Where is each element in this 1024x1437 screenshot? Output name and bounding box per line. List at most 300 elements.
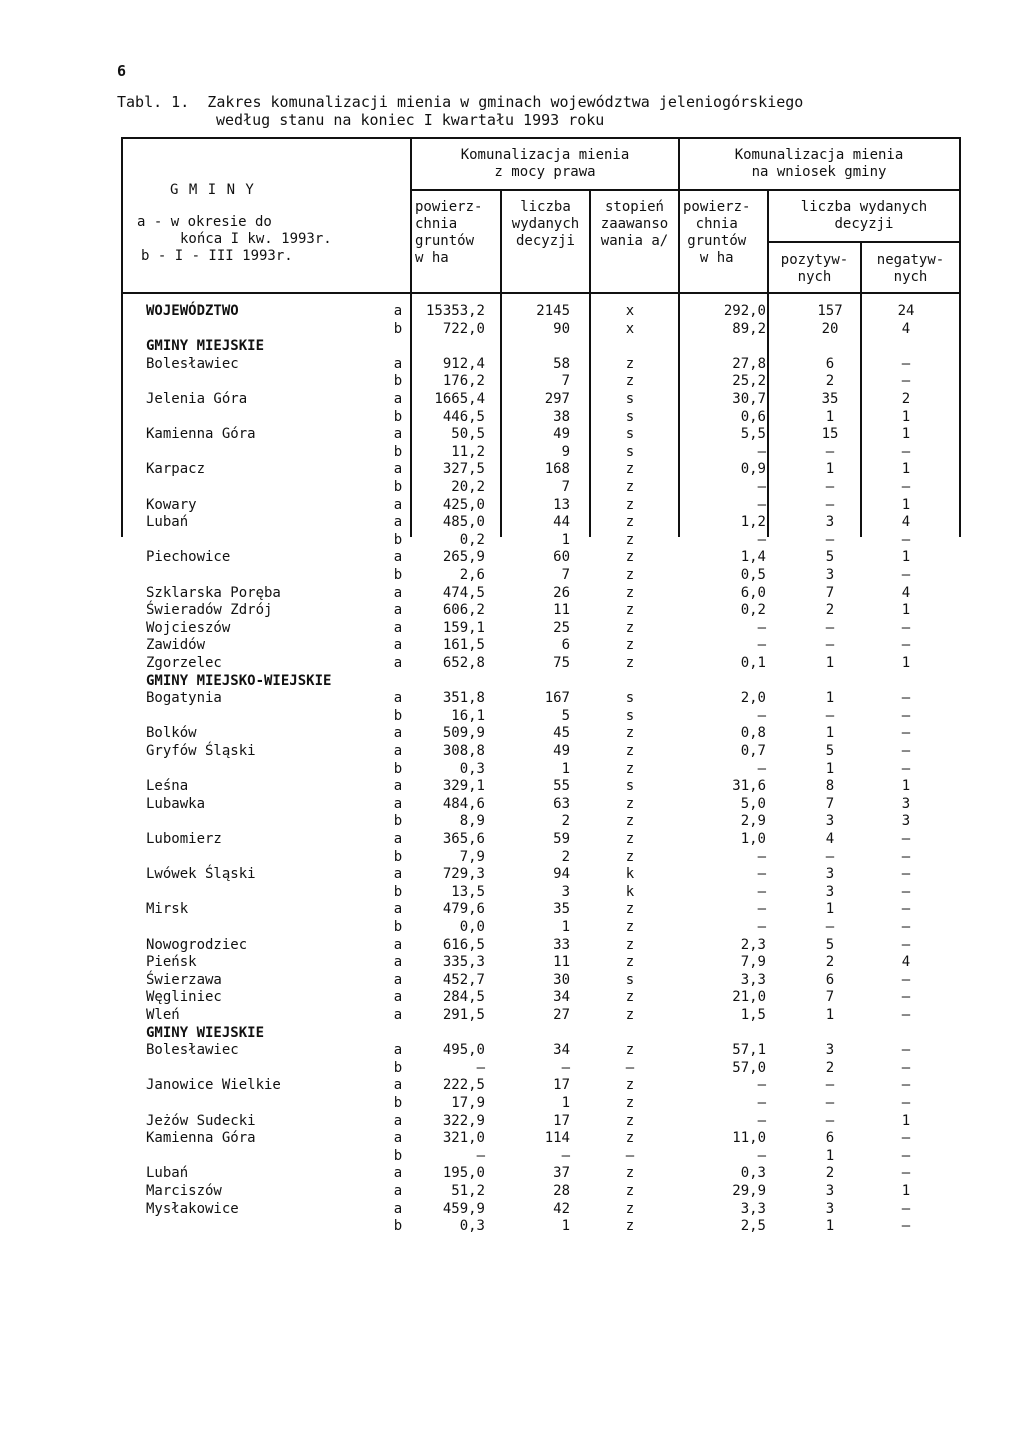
row-period: a [393, 795, 403, 812]
row-value-4: – [757, 919, 766, 935]
row-value-4: 6,0 [740, 584, 766, 601]
row-value-2: 59 [553, 831, 570, 847]
row-name: Bolesławiec [146, 355, 239, 372]
row-value-6: 1 [901, 1183, 911, 1199]
row-period: a [393, 954, 403, 971]
row-name: Piechowice [146, 549, 231, 566]
row-value-2: 1 [561, 919, 570, 935]
row-value-4: 292,0 [723, 303, 766, 319]
table-row [0, 813, 1024, 830]
row-value-6: – [901, 831, 911, 847]
table-row [0, 303, 1024, 320]
row-value-2: 168 [544, 461, 570, 478]
row-value-4: 1,5 [740, 1007, 766, 1023]
table-row [0, 778, 1024, 795]
row-value-6: – [901, 1130, 911, 1147]
row-value-3: s [625, 408, 635, 425]
row-value-3: z [625, 901, 635, 918]
row-value-5: 15 [821, 426, 839, 443]
row-value-4: 0,7 [740, 743, 766, 759]
row-value-4: 1,0 [740, 831, 766, 847]
row-value-2: 1 [561, 531, 570, 548]
row-value-4: 0,1 [740, 655, 766, 671]
row-value-6: – [901, 1200, 911, 1217]
row-value-1: 17,9 [451, 1095, 485, 1111]
row-period: a [393, 866, 403, 883]
row-value-3: z [625, 496, 635, 513]
row-value-4: 25,2 [732, 373, 766, 390]
table-row [0, 479, 1024, 496]
row-value-1: 7,9 [459, 848, 485, 865]
row-value-4: – [757, 760, 766, 777]
group-divider-line [410, 189, 961, 191]
row-value-4: – [757, 901, 766, 918]
row-value-3: z [625, 936, 635, 953]
row-value-2: 6 [561, 637, 570, 654]
row-value-6: 4 [901, 584, 911, 601]
row-value-2: 167 [544, 690, 570, 707]
row-name: Bogatynia [146, 690, 222, 707]
row-value-1: 351,8 [442, 690, 485, 707]
row-value-6: – [901, 443, 911, 460]
row-name: Bolków [146, 725, 197, 742]
row-value-2: 63 [553, 795, 570, 812]
row-value-2: 17 [553, 1112, 570, 1129]
table-row [0, 602, 1024, 619]
row-value-5: 157 [817, 303, 843, 319]
row-value-6: – [901, 1095, 911, 1111]
table-row [0, 849, 1024, 866]
row-name: Lubawka [146, 795, 206, 812]
row-value-5: – [825, 919, 835, 935]
row-value-3: s [625, 971, 635, 988]
row-value-3: z [625, 743, 635, 759]
row-value-6: 1 [901, 1112, 911, 1129]
row-value-6: – [901, 760, 911, 777]
row-value-5: – [825, 637, 835, 654]
row-value-6: 3 [901, 813, 911, 830]
table-row [0, 1025, 1024, 1042]
row-value-5: – [825, 479, 835, 495]
row-period: b [393, 1095, 403, 1111]
row-value-4: – [757, 479, 766, 495]
row-value-1: 479,6 [442, 901, 485, 918]
row-value-3: s [625, 707, 635, 724]
row-value-1: 11,2 [451, 443, 485, 460]
row-period: b [393, 1147, 403, 1164]
table-row [0, 919, 1024, 936]
row-period: b [393, 1059, 403, 1076]
row-value-3: s [625, 426, 635, 443]
table-row [0, 637, 1024, 654]
row-value-6: – [901, 619, 911, 636]
row-value-2: 27 [553, 1007, 570, 1023]
row-value-5: 2 [825, 602, 835, 619]
row-period: a [393, 496, 403, 513]
row-period: b [393, 760, 403, 777]
row-value-5: 2 [825, 373, 835, 390]
header-col-decisions-1: liczba wydanych decyzji [511, 199, 580, 249]
row-value-1: 291,5 [442, 1007, 485, 1023]
row-value-2: – [561, 1059, 570, 1076]
table-row [0, 796, 1024, 813]
row-value-2: 38 [553, 408, 570, 425]
row-value-6: – [901, 989, 911, 1006]
row-value-2: 2 [561, 848, 570, 865]
row-value-3: k [625, 883, 635, 900]
row-value-6: – [901, 707, 911, 724]
row-period: a [393, 355, 403, 372]
row-value-1: 51,2 [451, 1183, 485, 1199]
row-value-1: 265,9 [442, 549, 485, 566]
table-row [0, 989, 1024, 1006]
row-name: Kowary [146, 496, 197, 513]
row-period: a [393, 391, 403, 407]
row-value-1: 912,4 [442, 355, 485, 372]
row-value-3: z [625, 619, 635, 636]
header-col-area-2: powierz- chnia gruntów w ha [683, 199, 751, 266]
row-period: b [393, 567, 403, 583]
row-name: Marciszów [146, 1183, 222, 1199]
row-value-1: – [476, 1147, 485, 1164]
row-value-3: x [625, 320, 635, 337]
row-value-2: 11 [553, 954, 570, 971]
table-row [0, 620, 1024, 637]
table-row [0, 1218, 1024, 1235]
row-period: a [393, 743, 403, 759]
row-value-2: 9 [561, 443, 570, 460]
row-value-3: z [625, 531, 635, 548]
row-value-3: s [625, 391, 635, 407]
table-row [0, 1130, 1024, 1147]
table-row [0, 461, 1024, 478]
table-row [0, 954, 1024, 971]
row-value-6: – [901, 1059, 911, 1076]
table-row [0, 1042, 1024, 1059]
row-value-6: – [901, 1147, 911, 1164]
row-period: a [393, 1130, 403, 1147]
table-row [0, 321, 1024, 338]
row-value-3: z [625, 989, 635, 1006]
row-value-4: 0,9 [740, 461, 766, 478]
table-row [0, 708, 1024, 725]
row-value-6: 1 [901, 408, 911, 425]
row-name: Gryfów Śląski [146, 743, 256, 759]
row-value-1: 365,6 [442, 831, 485, 847]
row-value-4: – [757, 848, 766, 865]
table-row [0, 514, 1024, 531]
row-period: a [393, 690, 403, 707]
row-value-4: 27,8 [732, 355, 766, 372]
table-row [0, 444, 1024, 461]
row-value-1: 284,5 [442, 989, 485, 1006]
row-value-6: – [901, 531, 911, 548]
row-name: Zawidów [146, 637, 206, 654]
row-value-2: 1 [561, 1218, 570, 1235]
row-value-4: 0,6 [740, 408, 766, 425]
title-line-2: według stanu na koniec I kwartału 1993 roku [216, 111, 605, 129]
row-value-6: – [901, 936, 911, 953]
row-value-4: 1,2 [740, 514, 766, 531]
row-value-6: – [901, 567, 911, 583]
row-name: Pieńsk [146, 954, 197, 971]
row-value-2: 45 [553, 725, 570, 742]
row-value-6: 1 [901, 549, 911, 566]
row-name: Leśna [146, 778, 189, 795]
row-period: b [393, 813, 403, 830]
row-value-5: 7 [825, 795, 835, 812]
row-value-2: 42 [553, 1200, 570, 1217]
row-value-2: 7 [561, 479, 570, 495]
row-value-5: 2 [825, 1165, 835, 1182]
row-value-6: 1 [901, 778, 911, 795]
row-value-2: 30 [553, 971, 570, 988]
header-group-1: Komunalizacja mienia z mocy prawa [460, 147, 630, 180]
row-value-1: 0,2 [459, 531, 485, 548]
row-value-1: 452,7 [442, 971, 485, 988]
table-row [0, 884, 1024, 901]
row-value-5: 1 [825, 1147, 835, 1164]
row-value-1: 195,0 [442, 1165, 485, 1182]
row-value-3: s [625, 690, 635, 707]
row-value-4: – [757, 1095, 766, 1111]
row-value-3: z [625, 1007, 635, 1023]
row-value-2: 44 [553, 514, 570, 531]
row-value-3: z [625, 1218, 635, 1235]
row-value-3: z [625, 954, 635, 971]
row-name: Wojcieszów [146, 619, 231, 636]
row-value-1: 13,5 [451, 883, 485, 900]
row-value-5: 1 [825, 655, 835, 671]
row-value-1: 652,8 [442, 655, 485, 671]
row-value-3: z [625, 461, 635, 478]
row-period: a [393, 989, 403, 1006]
row-value-1: 722,0 [442, 320, 485, 337]
row-value-5: 35 [821, 391, 839, 407]
row-name: Lubań [146, 1165, 189, 1182]
row-value-6: – [901, 637, 911, 654]
row-period: b [393, 1218, 403, 1235]
row-value-3: – [625, 1147, 635, 1164]
row-period: a [393, 778, 403, 795]
row-period: b [393, 919, 403, 935]
row-value-1: 509,9 [442, 725, 485, 742]
row-period: b [393, 373, 403, 390]
row-value-1: 729,3 [442, 866, 485, 883]
row-value-5: 6 [825, 971, 835, 988]
row-period: a [393, 1200, 403, 1217]
row-value-6: 2 [901, 391, 911, 407]
row-period: a [393, 549, 403, 566]
row-value-5: 1 [825, 1218, 835, 1235]
table-row [0, 743, 1024, 760]
row-value-2: 1 [561, 1095, 570, 1111]
row-value-5: 8 [825, 778, 835, 795]
row-value-4: 29,9 [732, 1183, 766, 1199]
table-row [0, 972, 1024, 989]
row-value-4: – [757, 619, 766, 636]
row-value-3: z [625, 479, 635, 495]
row-value-2: 3 [561, 883, 570, 900]
row-value-1: 159,1 [442, 619, 485, 636]
row-value-5: 2 [825, 954, 835, 971]
row-value-2: 1 [561, 760, 570, 777]
row-value-4: – [757, 707, 766, 724]
row-value-5: 1 [825, 461, 835, 478]
row-value-3: z [625, 514, 635, 531]
row-name: Jelenia Góra [146, 391, 248, 407]
row-value-5: – [825, 1077, 835, 1094]
row-value-4: 1,4 [740, 549, 766, 566]
row-value-1: 1665,4 [434, 391, 485, 407]
row-value-5: 3 [825, 567, 835, 583]
row-value-1: 606,2 [442, 602, 485, 619]
row-value-1: 16,1 [451, 707, 485, 724]
row-value-6: 4 [901, 514, 911, 531]
row-value-1: 322,9 [442, 1112, 485, 1129]
row-value-3: z [625, 1095, 635, 1111]
header-legend-a2: końca I kw. 1993r. [180, 231, 332, 247]
row-value-3: z [625, 1042, 635, 1059]
row-period: b [393, 531, 403, 548]
row-value-5: – [825, 1095, 835, 1111]
table-row [0, 585, 1024, 602]
row-value-3: k [625, 866, 635, 883]
row-value-6: 24 [897, 303, 915, 319]
row-period: b [393, 707, 403, 724]
row-value-2: 28 [553, 1183, 570, 1199]
row-value-5: 3 [825, 514, 835, 531]
row-value-5: 5 [825, 743, 835, 759]
row-value-4: 0,3 [740, 1165, 766, 1182]
row-value-1: 0,0 [459, 919, 485, 935]
row-period: a [393, 1042, 403, 1059]
table-row [0, 549, 1024, 566]
row-value-3: z [625, 795, 635, 812]
row-name: Nowogrodziec [146, 936, 248, 953]
row-value-2: 114 [544, 1130, 570, 1147]
row-value-4: 3,3 [740, 1200, 766, 1217]
row-name: WOJEWÓDZTWO [146, 303, 239, 319]
page-number: 6 [117, 62, 127, 80]
row-value-4: 31,6 [732, 778, 766, 795]
row-value-4: – [757, 1112, 766, 1129]
row-value-6: – [901, 848, 911, 865]
row-period: a [393, 901, 403, 918]
row-value-1: – [476, 1059, 485, 1076]
row-name: Mirsk [146, 901, 189, 918]
table-row [0, 497, 1024, 514]
table-row [0, 831, 1024, 848]
row-name: GMINY MIEJSKO-WIEJSKIE [146, 672, 332, 689]
row-value-2: 49 [553, 743, 570, 759]
table-row [0, 409, 1024, 426]
row-value-4: – [757, 1077, 766, 1094]
row-value-4: 57,1 [732, 1042, 766, 1059]
row-name: Karpacz [146, 461, 206, 478]
title-line-1: Tabl. 1. Zakres komunalizacji mienia w gminach województwa jeleniogórskiego [117, 93, 804, 111]
row-value-4: 57,0 [732, 1059, 766, 1076]
row-name: Kamienna Góra [146, 426, 256, 443]
row-value-6: 3 [901, 795, 911, 812]
table-row [0, 690, 1024, 707]
row-value-5: 3 [825, 813, 835, 830]
row-value-1: 161,5 [442, 637, 485, 654]
row-value-1: 484,6 [442, 795, 485, 812]
header-bottom-border [121, 292, 961, 294]
row-value-6: – [901, 1165, 911, 1182]
row-value-2: 7 [561, 567, 570, 583]
row-value-4: – [757, 866, 766, 883]
row-value-1: 0,3 [459, 760, 485, 777]
row-period: b [393, 320, 403, 337]
row-name: GMINY WIEJSKIE [146, 1024, 265, 1041]
row-value-3: z [625, 1112, 635, 1129]
row-value-3: z [625, 919, 635, 935]
row-value-3: z [625, 637, 635, 654]
row-value-3: z [625, 760, 635, 777]
row-value-3: z [625, 373, 635, 390]
row-name: Bolesławiec [146, 1042, 239, 1059]
row-value-4: 0,2 [740, 602, 766, 619]
row-value-3: z [625, 355, 635, 372]
row-value-5: 1 [825, 901, 835, 918]
row-period: a [393, 619, 403, 636]
row-value-2: 55 [553, 778, 570, 795]
header-col-negative: negatyw- nych [876, 252, 945, 285]
row-value-3: z [625, 1077, 635, 1094]
row-name: GMINY MIEJSKIE [146, 338, 265, 355]
row-value-2: 49 [553, 426, 570, 443]
table-row [0, 761, 1024, 778]
row-name: Mysłakowice [146, 1200, 239, 1217]
row-value-3: z [625, 813, 635, 830]
row-value-5: 7 [825, 584, 835, 601]
row-value-5: – [825, 1112, 835, 1129]
row-value-5: 5 [825, 549, 835, 566]
row-value-1: 20,2 [451, 479, 485, 495]
row-value-1: 308,8 [442, 743, 485, 759]
row-value-3: z [625, 1165, 635, 1182]
row-period: b [393, 883, 403, 900]
row-value-6: – [901, 355, 911, 372]
row-value-2: 94 [553, 866, 570, 883]
row-period: a [393, 584, 403, 601]
row-value-2: 35 [553, 901, 570, 918]
row-name: Wleń [146, 1007, 180, 1023]
row-value-4: 7,9 [740, 954, 766, 971]
row-value-5: 4 [825, 831, 835, 847]
row-value-2: 60 [553, 549, 570, 566]
table-row [0, 1077, 1024, 1094]
table-row [0, 356, 1024, 373]
row-period: a [393, 461, 403, 478]
header-group-2: Komunalizacja mienia na wniosek gminy [734, 147, 904, 180]
row-value-1: 50,5 [451, 426, 485, 443]
row-value-5: – [825, 848, 835, 865]
row-value-5: – [825, 496, 835, 513]
table-row [0, 1183, 1024, 1200]
row-value-3: z [625, 1130, 635, 1147]
row-value-5: 1 [825, 408, 835, 425]
row-value-6: – [901, 883, 911, 900]
row-period: a [393, 1112, 403, 1129]
table-row [0, 655, 1024, 672]
row-period: a [393, 637, 403, 654]
row-value-1: 485,0 [442, 514, 485, 531]
row-value-1: 2,6 [459, 567, 485, 583]
row-value-6: – [901, 373, 911, 390]
